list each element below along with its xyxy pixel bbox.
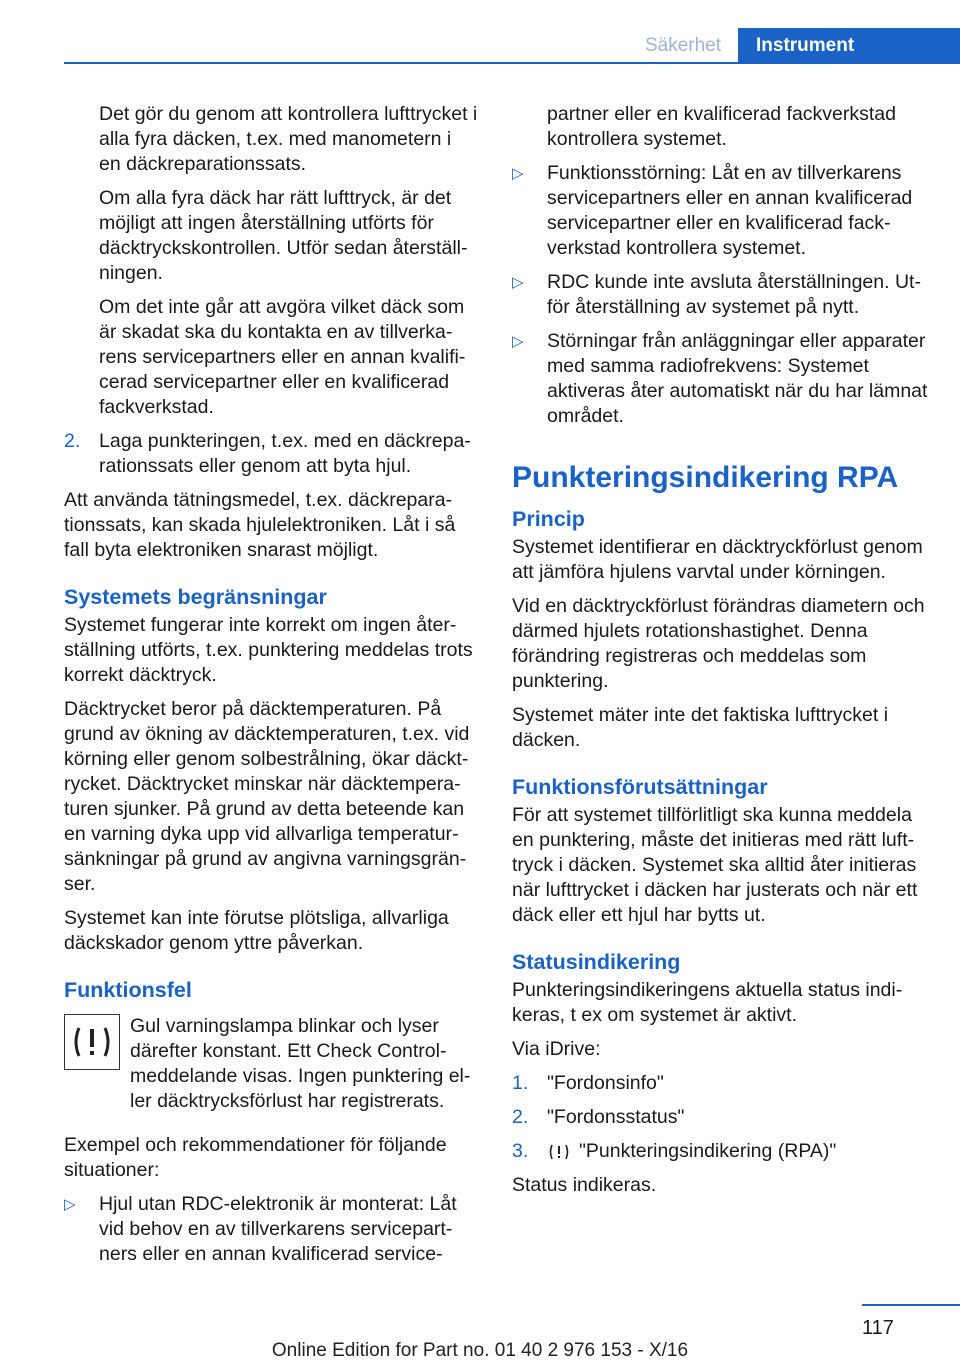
item-number: 2. xyxy=(512,1106,529,1128)
heading-prerequisites: Funktionsförutsättningar xyxy=(512,775,768,799)
paragraph: Vid en däcktryckförlust förändras diametern och därmed hjulets rotationshastighet. Denna förändring registreras och meddelas som punktering. xyxy=(512,595,925,692)
list-item xyxy=(512,329,928,429)
list-item-continuation: partner eller en kvalificerad fackverkstad kontrollera systemet. xyxy=(547,103,896,150)
paragraph: Om alla fyra däck har rätt lufttryck, är det möjligt att ingen återställning utförts för däcktryckskontrollen. Utför sedan återställningen. xyxy=(99,187,468,284)
paragraph: Status indikeras. xyxy=(512,1174,657,1196)
item-number: 1. xyxy=(512,1072,529,1094)
paragraph: Att använda tätningsmedel, t.ex. däckreparationssats, kan skada hjulelektroniken. Låt i så fall byta elektroniken snarast möjligt. xyxy=(64,489,456,561)
paragraph: Systemet identifierar en däcktryckförlust genom att jämföra hjulens varvtal under körningen. xyxy=(512,536,923,583)
item-text: "Fordonsinfo" xyxy=(547,1072,664,1094)
list-item xyxy=(512,270,928,320)
heading-fault: Funktionsfel xyxy=(64,978,192,1002)
paragraph: För att systemet tillförlitligt ska kunna meddela en punktering, måste det initieras med rätt lufttryck i däcken. Systemet ska alltid åter initieras när lufttrycket i däcken har justerats och när ett däck eller ett hjul har bytts ut. xyxy=(512,804,918,926)
footer-edition: Online Edition for Part no. 01 40 2 976 153 - X/16 xyxy=(271,1340,689,1361)
paragraph: Systemet fungerar inte korrekt om ingen återställning utförts, t.ex. punktering meddelas trots korrekt däcktryck. xyxy=(64,614,473,686)
numbered-item xyxy=(64,429,478,479)
paragraph: Det gör du genom att kontrollera lufttrycket i alla fyra däcken, t.ex. med manometern i en däckreparationssats. xyxy=(99,103,478,175)
numbered-item xyxy=(512,1071,928,1096)
tab-sakerhet[interactable]: Säkerhet xyxy=(644,34,722,56)
paragraph: Exempel och rekommendationer för följande situationer: xyxy=(64,1134,447,1181)
header-tabs xyxy=(628,28,960,62)
item-text: Laga punkteringen, t.ex. med en däckreparationssats eller genom att byta hjul. xyxy=(99,430,471,477)
item-text: Störningar från anläggningar eller apparater med samma radiofrekvens: Systemet aktiveras åter automatiskt när du har lämnat området. xyxy=(547,330,928,427)
heading-rpa: Punkteringsindikering RPA xyxy=(512,461,899,494)
page-number: 117 xyxy=(862,1317,894,1339)
header-rule xyxy=(64,62,960,64)
paragraph: Punkteringsindikeringens aktuella status indikeras, t ex om systemet är aktivt. xyxy=(512,979,903,1026)
tab-instrument[interactable]: Instrument xyxy=(738,28,960,62)
left-column xyxy=(64,102,478,1276)
item-number: 3. xyxy=(512,1140,529,1162)
numbered-item xyxy=(512,1139,928,1164)
heading-principle: Princip xyxy=(512,507,585,531)
triangle-bullet-icon: ▷ xyxy=(512,333,524,350)
paragraph: Systemet mäter inte det faktiska lufttrycket i däcken. xyxy=(512,704,889,751)
triangle-bullet-icon: ▷ xyxy=(512,274,524,291)
warning-text: Gul varningslampa blinkar och lyser därefter konstant. Ett Check Control-meddelande visas. Ingen punktering eller däcktrycksförlust har registrerats. xyxy=(130,1015,471,1112)
paragraph: Om det inte går att avgöra vilket däck som är skadat ska du kontakta en av tillverkarens servicepartners eller en annan kvalificerad servicepartner eller en kvalificerad fackverkstad. xyxy=(99,296,466,418)
paragraph: Systemet kan inte förutse plötsliga, allvarliga däckskador genom yttre påverkan. xyxy=(64,907,449,954)
footer-rule xyxy=(862,1304,960,1306)
list-item xyxy=(64,1192,478,1267)
triangle-bullet-icon: ▷ xyxy=(512,165,524,182)
paragraph: Däcktrycket beror på däcktemperaturen. På grund av ökning av däcktemperaturen, t.ex. vid körning eller genom solbestrålning, ökar däcktrycket. Däcktrycket minskar när däcktemperaturen sjunker. På grund av detta beteende kan en varning dyka upp vid allvarliga temperatursänkningar på grund av angivna varningsgränser. xyxy=(64,698,470,895)
triangle-bullet-icon: ▷ xyxy=(64,1196,76,1213)
right-column xyxy=(512,102,928,1207)
numbered-item xyxy=(512,1105,928,1130)
item-text: Funktionsstörning: Låt en av tillverkarens servicepartners eller en annan kvalificerad servicepartner eller en kvalificerad fackverkstad kontrollera systemet. xyxy=(547,162,913,259)
tire-pressure-warning-icon xyxy=(64,1014,120,1070)
heading-status: Statusindikering xyxy=(512,950,681,974)
item-text: "Fordonsstatus" xyxy=(547,1106,685,1128)
item-text-with-icon xyxy=(547,1139,928,1164)
item-text: Hjul utan RDC-elektronik är monterat: Låt vid behov en av tillverkarens servicepartners eller en annan kvalificerad service- xyxy=(99,1193,457,1265)
heading-limitations: Systemets begränsningar xyxy=(64,585,327,609)
warning-block xyxy=(64,1008,478,1123)
list-item xyxy=(512,161,928,261)
item-text: RDC kunde inte avsluta återställningen. Utför återställning av systemet på nytt. xyxy=(547,271,921,318)
step-label: "Punkteringsindikering (RPA)" xyxy=(579,1140,837,1162)
item-number: 2. xyxy=(64,430,81,452)
paragraph: Via iDrive: xyxy=(512,1038,601,1060)
tire-pressure-icon xyxy=(547,1142,571,1162)
